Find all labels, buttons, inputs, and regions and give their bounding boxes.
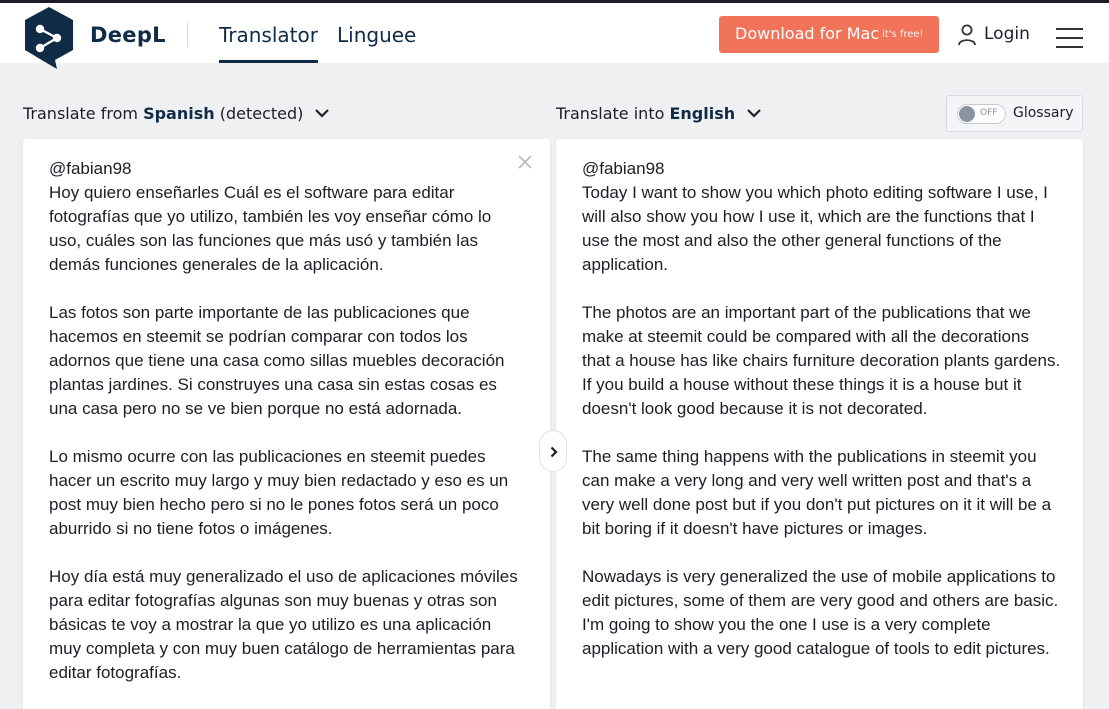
target-text-panel: [556, 139, 1083, 709]
tab-linguee[interactable]: [337, 23, 416, 47]
switch-state: OFF: [980, 108, 998, 118]
menu-icon[interactable]: [1056, 28, 1083, 48]
source-text[interactable]: [49, 157, 528, 709]
source-paragraph: Hoy quiero enseñarles Cuál es el software para editar fotografías que yo utilizo, también les voy enseñar cómo lo uso, cuáles son las funciones que más usó y también las demás funciones generales de la aplicación.: [49, 183, 492, 274]
source-language-prefix: Translate from: [23, 104, 138, 123]
active-tab-underline: [219, 60, 318, 63]
target-paragraph: Today I want to show you which photo editing software I use, I will also show you how I use it, which are the functions that I use the most and also the other general functions of the application.: [582, 183, 1048, 274]
tab-translator[interactable]: [219, 23, 318, 47]
target-language-selector[interactable]: [556, 104, 762, 123]
glossary-switch[interactable]: [957, 104, 1006, 124]
source-handle: @fabian98: [49, 159, 132, 178]
switch-knob: [959, 106, 975, 122]
chevron-right-icon: [550, 446, 558, 458]
source-language-selector[interactable]: [23, 104, 330, 123]
glossary-label: Glossary: [1013, 105, 1074, 121]
glossary-toggle[interactable]: [946, 95, 1083, 132]
header-divider: [187, 23, 188, 47]
target-language-name: English: [669, 104, 736, 123]
deepl-logo[interactable]: [23, 6, 75, 70]
close-icon[interactable]: [518, 155, 532, 169]
target-text: [582, 157, 1061, 685]
source-paragraph: Hoy día está muy generalizado el uso de aplicaciones móviles para editar fotografías algunas son muy buenas y otras son básicas te voy a mostrar la que yo utilizo es una aplicación muy completa y con muy buen catálogo de herramientas para editar fotografías.: [49, 567, 518, 682]
source-text-panel[interactable]: [23, 139, 550, 709]
source-paragraph: Las fotos son parte importante de las publicaciones que hacemos en steemit se podrían comparar con todos los adornos que tiene una casa como sillas muebles decoración plantas jardines. Si construyes una casa sin estas cosas es una casa pero no se ve bien porque no está adornada.: [49, 303, 505, 418]
download-button-badge: it's free!: [882, 29, 924, 40]
login-label: Login: [984, 24, 1030, 44]
user-icon: [957, 24, 977, 46]
source-paragraph: Lo mismo ocurre con las publicaciones en steemit puedes hacer un escrito muy largo y muy bien redactado y eso es un post muy bien hecho pero si no le pones fotos será un poco aburrido si no tiene fotos o imágenes.: [49, 447, 509, 538]
header: [0, 3, 1109, 63]
target-handle: @fabian98: [582, 159, 665, 178]
download-button-label: Download for Mac: [735, 24, 880, 43]
brand-name: DeepL: [90, 23, 166, 47]
download-for-mac-button[interactable]: [719, 16, 939, 53]
target-paragraph: Nowadays is very generalized the use of mobile applications to edit pictures, some of them are very good and others are basic. I'm going to show you the one I use is a very complete application with a very good catalogue of tools to edit pictures.: [582, 567, 1059, 658]
tab-linguee-label: Linguee: [337, 23, 417, 47]
chevron-down-icon: [746, 108, 762, 118]
chevron-down-icon: [314, 108, 330, 118]
target-paragraph: The photos are an important part of the publications that we make at steemit could be compared with all the decorations that a house has like chairs furniture decoration plants gardens. If you build a house without these things it is a house but it doesn't look good because it is not decorated.: [582, 303, 1061, 418]
target-paragraph: The same thing happens with the publications in steemit you can make a very long and very well written post and that's a very well done post but if you don't put pictures on it it will be a bit boring if it doesn't have pictures or images.: [582, 447, 1052, 538]
source-language-detected: (detected): [219, 104, 304, 123]
source-language-name: Spanish: [143, 104, 215, 123]
target-language-prefix: Translate into: [556, 104, 665, 123]
swap-languages-button[interactable]: [539, 430, 567, 472]
tab-translator-label: Translator: [219, 23, 318, 47]
